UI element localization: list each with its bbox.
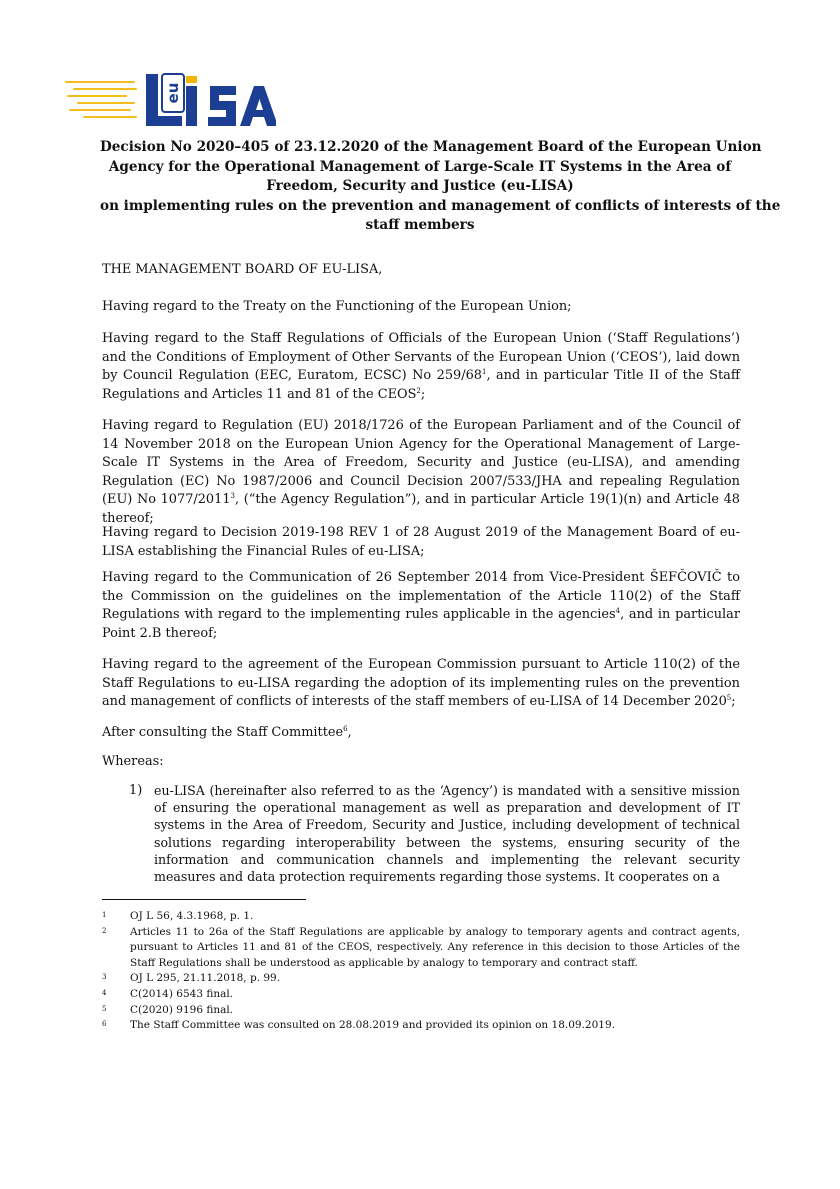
title-line: Freedom, Security and Justice (eu-LISA) bbox=[266, 178, 574, 194]
recital-treaty: Having regard to the Treaty on the Functioning of the European Union; bbox=[102, 299, 572, 314]
recital-staff-regulations: Having regard to the Staff Regulations of Officials of the European Union (‘Staff Regulations’) and the Conditions of Employment of Other Servants of the European Union (‘CEOS’), laid down by Council Regulation (EEC, Euratom, ECSC) No $259/68^1$, and in particular Title II of the Staff Regulations and Articles 11 and 81 of the CEOS$^2$; bbox=[102, 331, 740, 402]
footnote: 1 OJ L 56, 4.3.1968, p. 1. bbox=[102, 910, 254, 922]
footnote-ref[interactable]: 1 bbox=[481, 368, 487, 377]
footnote: 3 OJ L 295, 21.11.2018, p. 99. bbox=[102, 972, 281, 985]
title-line: Agency for the Operational Management of Large-Scale IT Systems in the Area of bbox=[108, 158, 732, 175]
item-number: 1) bbox=[129, 783, 143, 798]
footnote-ref[interactable]: 2 bbox=[416, 386, 421, 395]
logo-eu-text: eu bbox=[164, 82, 182, 104]
document-title bbox=[100, 138, 781, 236]
whereas-heading: Whereas: bbox=[102, 754, 164, 769]
footnote: 6 The Staff Committee was consulted on 28.08.2019 and provided its opinion on 18.09.2019. bbox=[102, 1019, 615, 1032]
recital-communication: Having regard to the Communication of 26 September 2014 from Vice-President ŠEFČOVIČ to the Commission on the guidelines on the implementation of the Article 110(2) of the Staff Regulations with regard to the implementing rules applicable in the agencies$^4$, and in particular Point 2.B thereof; bbox=[102, 570, 741, 641]
footnote: 2 Articles 11 to 26a of the Staff Regulations are applicable by analogy to temporary agents and contract agents, pursuant to Articles 11 and 81 of the CEOS, respectively. Any reference in this decision to those Articles of the Staff Regulations shall be understood as applicable by analogy to temporary and contract staff. bbox=[102, 925, 740, 969]
footnote-separator bbox=[102, 899, 306, 900]
title-line: Decision No 2020–405 of 23.12.2020 of the Management Board of the European Union bbox=[100, 139, 762, 155]
title-line: staff members bbox=[365, 217, 475, 233]
footnotes bbox=[102, 909, 740, 1034]
footnote-ref[interactable]: 5 bbox=[726, 694, 732, 703]
footnote-ref[interactable]: 6 bbox=[343, 725, 348, 733]
recital-commission-agreement: Having regard to the agreement of the European Commission pursuant to Article 110(2) of the Staff Regulations to eu-LISA regarding the adoption of its implementing rules on the prevention and management of conflicts of interests of the staff members of eu-LISA of 14 December 2020$^5$; bbox=[102, 657, 740, 710]
footnote-ref[interactable]: 3 bbox=[230, 492, 236, 501]
recital-staff-committee: After consulting the Staff Committee$^6$, bbox=[102, 725, 352, 740]
eu-lisa-logo bbox=[64, 72, 276, 128]
item-text: eu-LISA (hereinafter also referred to as the ‘Agency’) is mandated with a sensitive mission of ensuring the operational management as well as preparation and development of IT systems in the Area of Freedom, Security and Justice, including development of technical solutions regarding interoperability between the systems, ensuring security of the information and communication channels and implementing the relevant security measures and data protection requirements regarding those systems. It cooperates on a bbox=[154, 783, 740, 885]
recital-agency-regulation: Having regard to Regulation (EU) 2018/1726 of the European Parliament and of the Council of 14 November 2018 on the European Union Agency for the Operational Management of Large-Scale IT Systems in the Area of Freedom, Security and Justice (eu-LISA), and amending Regulation (EC) No 1987/2006 and Council Decision 2007/533/JHA and repealing Regulation (EU) No 1077/2011$^3$, (“the Agency Regulation”), and in particular Article 19(1)(n) and Article 48 thereof; bbox=[102, 418, 740, 526]
preamble-heading: THE MANAGEMENT BOARD OF EU-LISA, bbox=[102, 262, 383, 277]
footnote: 5 C(2020) 9196 final. bbox=[102, 1003, 234, 1016]
footnote-ref[interactable]: 4 bbox=[615, 607, 621, 616]
recital-financial-rules: Having regard to Decision 2019-198 REV 1 of 28 August 2019 of the Management Board of eu-LISA establishing the Financial Rules of eu-LISA; bbox=[102, 525, 740, 559]
title-line: on implementing rules on the prevention and management of conflicts of interests of the bbox=[100, 197, 781, 214]
footnote: 4 C(2014) 6543 final. bbox=[102, 987, 234, 1000]
